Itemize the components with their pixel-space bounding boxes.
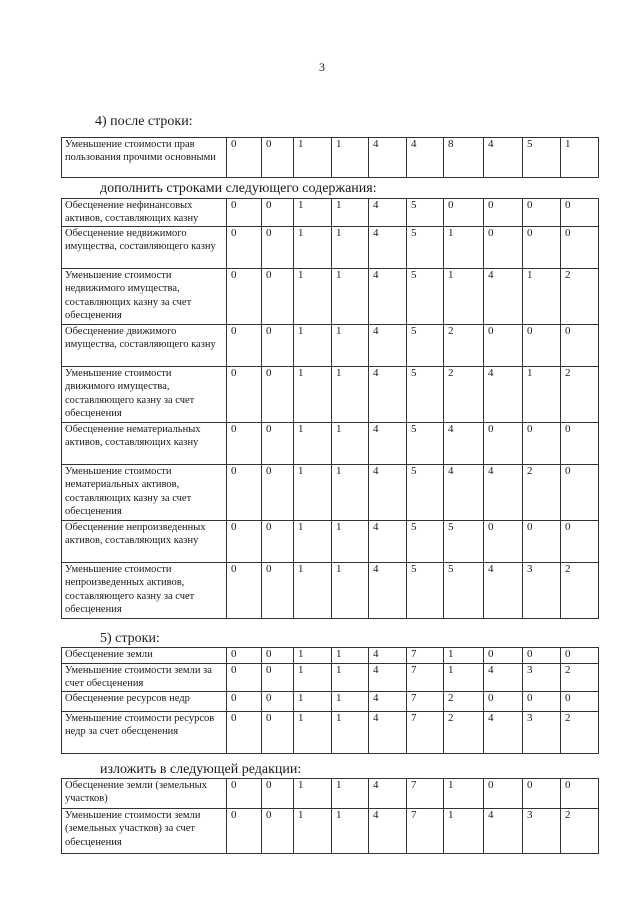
code-digit: 7: [407, 691, 444, 711]
code-digit: 5: [407, 521, 444, 563]
code-digit: 1: [294, 138, 332, 178]
code-digit: 4: [369, 269, 407, 325]
code-digit: 0: [262, 691, 294, 711]
code-digit: 1: [332, 199, 369, 227]
code-digit: 0: [523, 423, 561, 465]
code-digit: 2: [444, 325, 484, 367]
section-5-heading: 5) строки:: [100, 631, 160, 646]
code-digit: 1: [332, 138, 369, 178]
row-label: Обесценение непроизведенных активов, составляющих казну: [62, 521, 227, 563]
code-digit: 4: [369, 423, 407, 465]
code-digit: 0: [262, 227, 294, 269]
code-digit: 4: [369, 199, 407, 227]
section-5-table: [61, 647, 599, 754]
code-digit: 4: [369, 521, 407, 563]
code-digit: 2: [561, 711, 599, 753]
code-digit: 2: [561, 664, 599, 692]
code-digit: 0: [262, 423, 294, 465]
code-digit: 4: [369, 563, 407, 619]
code-digit: 1: [294, 691, 332, 711]
row-label: Обесценение нематериальных активов, составляющих казну: [62, 423, 227, 465]
code-digit: 0: [523, 648, 561, 664]
code-digit: 4: [444, 465, 484, 521]
code-digit: 1: [332, 269, 369, 325]
code-digit: 1: [332, 367, 369, 423]
code-digit: 5: [407, 325, 444, 367]
code-digit: 5: [407, 269, 444, 325]
section-4-heading: 4) после строки:: [95, 114, 193, 129]
code-digit: 4: [484, 269, 523, 325]
page-number: 3: [319, 60, 325, 74]
code-digit: 0: [561, 521, 599, 563]
code-digit: 1: [444, 648, 484, 664]
code-digit: 7: [407, 664, 444, 692]
code-digit: 1: [294, 664, 332, 692]
code-digit: 0: [523, 521, 561, 563]
code-digit: 5: [407, 227, 444, 269]
code-digit: 1: [332, 227, 369, 269]
table-row: [62, 325, 599, 367]
code-digit: 4: [369, 664, 407, 692]
code-digit: 2: [444, 367, 484, 423]
code-digit: 0: [227, 711, 262, 753]
row-label: Уменьшение стоимости ресурсов недр за счет обесценения: [62, 711, 227, 753]
code-digit: 1: [332, 563, 369, 619]
table-row: [62, 521, 599, 563]
row-label: Уменьшение стоимости недвижимого имущества, составляющих казну за счет обесценения: [62, 269, 227, 325]
code-digit: 1: [294, 269, 332, 325]
code-digit: 0: [484, 521, 523, 563]
code-digit: 1: [444, 809, 484, 854]
code-digit: 4: [369, 809, 407, 854]
code-digit: 0: [262, 269, 294, 325]
row-label: Уменьшение стоимости нематериальных активов, составляющих казну за счет обесценения: [62, 465, 227, 521]
code-digit: 1: [332, 711, 369, 753]
code-digit: 7: [407, 809, 444, 854]
code-digit: 0: [262, 664, 294, 692]
code-digit: 0: [262, 563, 294, 619]
replacement-table: [61, 778, 599, 854]
code-digit: 0: [561, 648, 599, 664]
code-digit: 4: [484, 138, 523, 178]
code-digit: 3: [523, 809, 561, 854]
code-digit: 0: [523, 779, 561, 809]
code-digit: 1: [332, 465, 369, 521]
code-digit: 4: [484, 711, 523, 753]
code-digit: 4: [407, 138, 444, 178]
code-digit: 1: [332, 809, 369, 854]
code-digit: 4: [369, 367, 407, 423]
code-digit: 0: [227, 227, 262, 269]
code-digit: 4: [369, 648, 407, 664]
code-digit: 3: [523, 563, 561, 619]
table-row: [62, 465, 599, 521]
row-label: Обесценение недвижимого имущества, составляющего казну: [62, 227, 227, 269]
code-digit: 5: [523, 138, 561, 178]
code-digit: 1: [444, 227, 484, 269]
code-digit: 0: [262, 325, 294, 367]
table-row: [62, 691, 599, 711]
code-digit: 1: [523, 367, 561, 423]
code-digit: 0: [227, 563, 262, 619]
code-digit: 0: [262, 465, 294, 521]
code-digit: 0: [484, 199, 523, 227]
code-digit: 0: [484, 648, 523, 664]
code-digit: 0: [262, 711, 294, 753]
code-digit: 0: [227, 138, 262, 178]
code-digit: 5: [407, 199, 444, 227]
code-digit: 0: [227, 367, 262, 423]
code-digit: 2: [561, 563, 599, 619]
code-digit: 5: [407, 465, 444, 521]
code-digit: 4: [484, 367, 523, 423]
code-digit: 0: [227, 325, 262, 367]
code-digit: 1: [294, 423, 332, 465]
code-digit: 0: [227, 423, 262, 465]
code-digit: 1: [294, 199, 332, 227]
table-row: [62, 648, 599, 664]
code-digit: 1: [332, 423, 369, 465]
code-digit: 0: [484, 779, 523, 809]
code-digit: 5: [407, 367, 444, 423]
code-digit: 0: [523, 199, 561, 227]
code-digit: 0: [227, 691, 262, 711]
code-digit: 2: [444, 711, 484, 753]
code-digit: 1: [332, 664, 369, 692]
row-label: Обесценение земли (земельных участков): [62, 779, 227, 809]
row-label: Обесценение земли: [62, 648, 227, 664]
code-digit: 0: [227, 521, 262, 563]
row-label: Уменьшение стоимости прав пользования прочими основными: [62, 138, 227, 178]
code-digit: 1: [332, 779, 369, 809]
code-digit: 4: [369, 227, 407, 269]
code-digit: 0: [484, 691, 523, 711]
code-digit: 0: [484, 423, 523, 465]
code-digit: 1: [294, 779, 332, 809]
table-row: [62, 779, 599, 809]
code-digit: 0: [227, 465, 262, 521]
code-digit: 0: [561, 423, 599, 465]
code-digit: 1: [294, 325, 332, 367]
row-label: Уменьшение стоимости непроизведенных активов, составляющего казну за счет обесценения: [62, 563, 227, 619]
code-digit: 5: [444, 521, 484, 563]
code-digit: 1: [332, 521, 369, 563]
row-label: Обесценение нефинансовых активов, составляющих казну: [62, 199, 227, 227]
table-row: [62, 563, 599, 619]
code-digit: 0: [561, 691, 599, 711]
code-digit: 1: [444, 664, 484, 692]
code-digit: 4: [484, 563, 523, 619]
code-digit: 7: [407, 648, 444, 664]
code-digit: 0: [227, 269, 262, 325]
row-label: Обесценение ресурсов недр: [62, 691, 227, 711]
code-digit: 4: [484, 809, 523, 854]
table-row: [62, 367, 599, 423]
code-digit: 0: [262, 199, 294, 227]
code-digit: 0: [523, 691, 561, 711]
code-digit: 0: [262, 648, 294, 664]
table-row: [62, 423, 599, 465]
code-digit: 1: [294, 563, 332, 619]
code-digit: 1: [294, 711, 332, 753]
table-row: [62, 664, 599, 692]
row-label: Уменьшение стоимости движимого имущества, составляющего казну за счет обесценения: [62, 367, 227, 423]
code-digit: 0: [523, 325, 561, 367]
code-digit: 0: [227, 199, 262, 227]
code-digit: 2: [561, 367, 599, 423]
code-digit: 0: [262, 367, 294, 423]
code-digit: 1: [332, 691, 369, 711]
code-digit: 0: [262, 521, 294, 563]
code-digit: 0: [227, 664, 262, 692]
code-digit: 0: [262, 779, 294, 809]
code-digit: 2: [523, 465, 561, 521]
code-digit: 1: [332, 648, 369, 664]
section-4-table: [61, 137, 599, 178]
code-digit: 4: [369, 138, 407, 178]
code-digit: 2: [561, 809, 599, 854]
code-digit: 1: [294, 227, 332, 269]
code-digit: 1: [294, 465, 332, 521]
row-label: Обесценение движимого имущества, составляющего казну: [62, 325, 227, 367]
table-row: [62, 227, 599, 269]
code-digit: 0: [444, 199, 484, 227]
code-digit: 0: [227, 809, 262, 854]
code-digit: 1: [332, 325, 369, 367]
row-label: Уменьшение стоимости земли (земельных участков) за счет обесценения: [62, 809, 227, 854]
code-digit: 1: [294, 367, 332, 423]
code-digit: 4: [444, 423, 484, 465]
code-digit: 0: [523, 227, 561, 269]
table-row: [62, 199, 599, 227]
table-row: [62, 711, 599, 753]
code-digit: 5: [407, 563, 444, 619]
code-digit: 5: [444, 563, 484, 619]
row-label: Уменьшение стоимости земли за счет обесценения: [62, 664, 227, 692]
code-digit: 0: [262, 138, 294, 178]
code-digit: 7: [407, 779, 444, 809]
code-digit: 1: [523, 269, 561, 325]
code-digit: 1: [294, 521, 332, 563]
code-digit: 3: [523, 664, 561, 692]
code-digit: 0: [227, 779, 262, 809]
addition-heading: дополнить строками следующего содержания:: [100, 181, 377, 196]
code-digit: 0: [561, 779, 599, 809]
code-digit: 3: [523, 711, 561, 753]
code-digit: 1: [294, 809, 332, 854]
code-digit: 4: [369, 325, 407, 367]
code-digit: 2: [444, 691, 484, 711]
code-digit: 0: [561, 227, 599, 269]
code-digit: 1: [561, 138, 599, 178]
code-digit: 4: [484, 465, 523, 521]
code-digit: 0: [561, 465, 599, 521]
code-digit: 7: [407, 711, 444, 753]
code-digit: 0: [227, 648, 262, 664]
code-digit: 4: [369, 711, 407, 753]
replacement-heading: изложить в следующей редакции:: [100, 762, 302, 777]
code-digit: 0: [561, 325, 599, 367]
code-digit: 5: [407, 423, 444, 465]
code-digit: 4: [369, 691, 407, 711]
code-digit: 4: [369, 779, 407, 809]
code-digit: 1: [294, 648, 332, 664]
code-digit: 0: [561, 199, 599, 227]
code-digit: 0: [484, 227, 523, 269]
addition-table: [61, 198, 599, 619]
table-row: [62, 138, 599, 178]
code-digit: 2: [561, 269, 599, 325]
code-digit: 0: [262, 809, 294, 854]
code-digit: 0: [484, 325, 523, 367]
code-digit: 1: [444, 779, 484, 809]
code-digit: 8: [444, 138, 484, 178]
code-digit: 4: [369, 465, 407, 521]
code-digit: 4: [484, 664, 523, 692]
code-digit: 1: [444, 269, 484, 325]
table-row: [62, 809, 599, 854]
table-row: [62, 269, 599, 325]
